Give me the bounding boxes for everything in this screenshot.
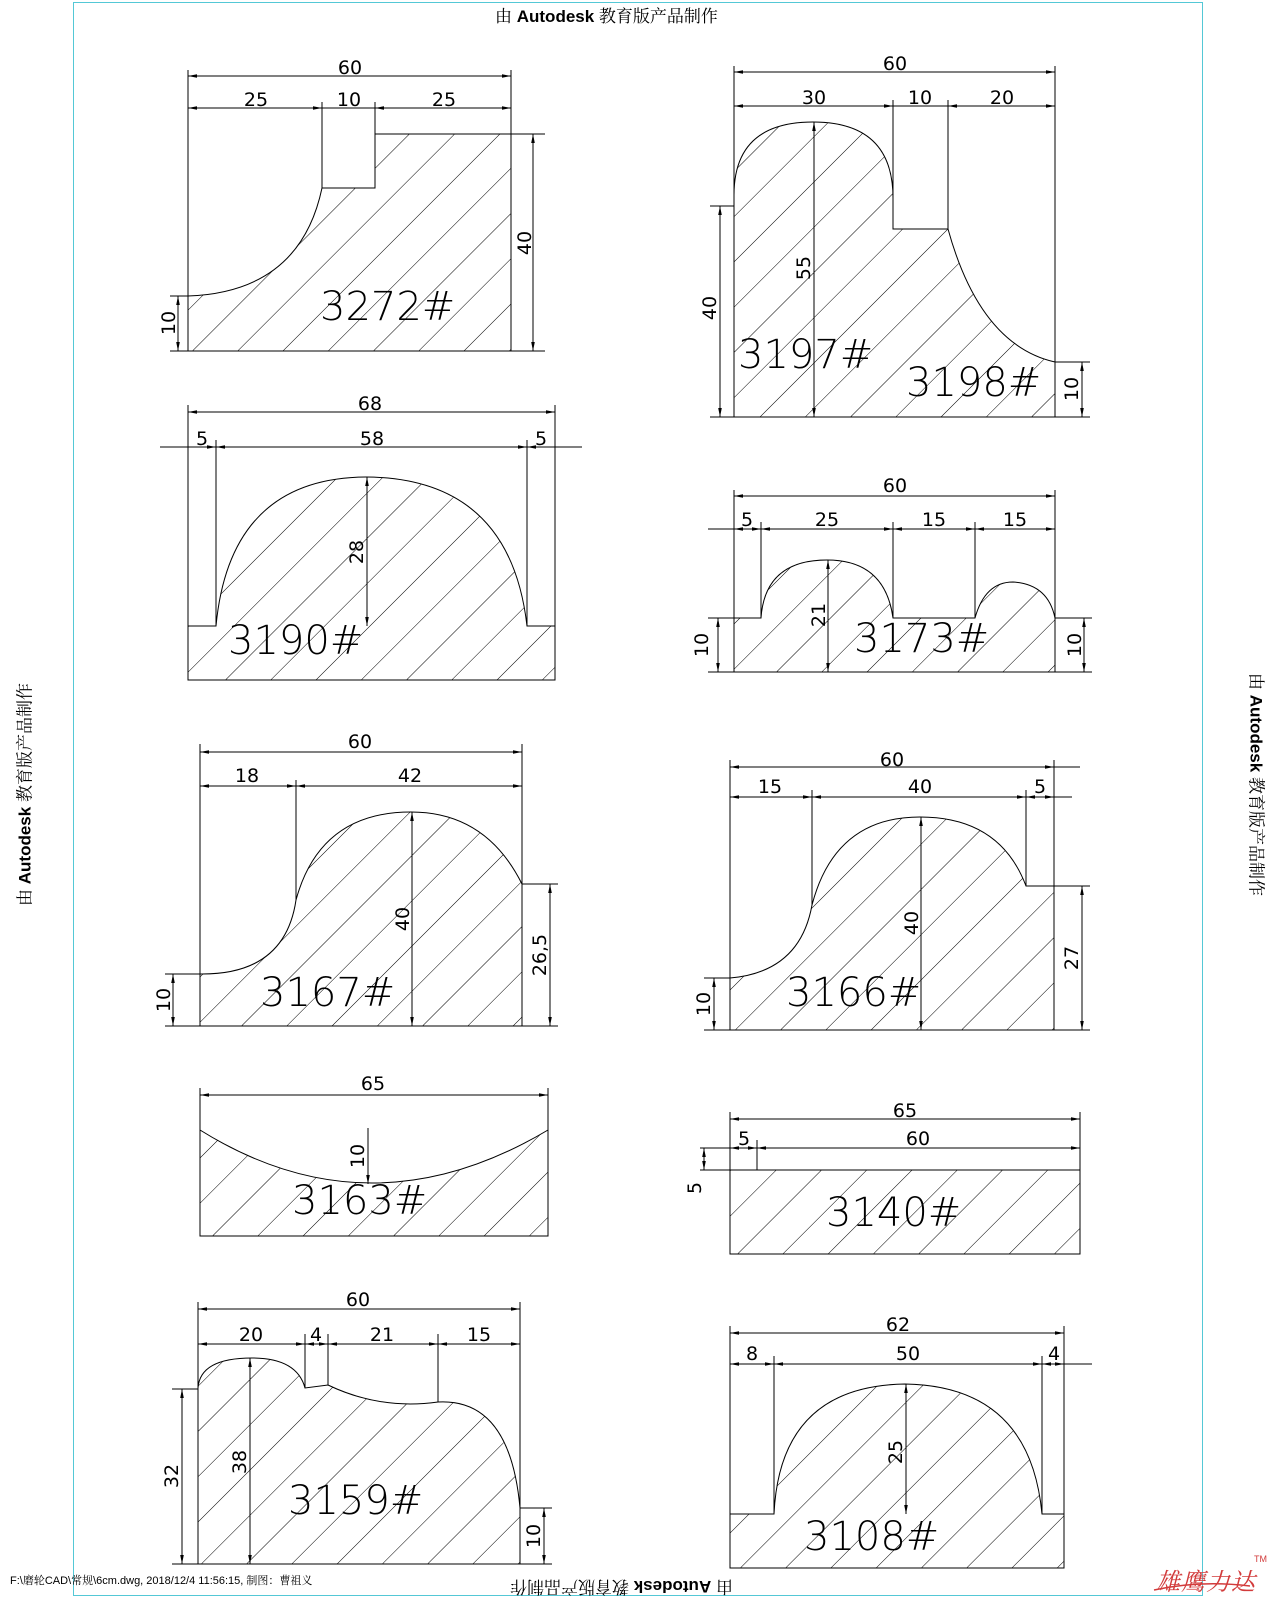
dim-3197-left-height: 40 bbox=[699, 295, 721, 321]
label-3173: 3173# bbox=[854, 616, 990, 662]
dim-3190-height: 28 bbox=[346, 539, 368, 565]
label-3197: 3197# bbox=[738, 332, 874, 378]
watermark-left: 由 Autodesk 教育版产品制作 bbox=[15, 683, 35, 906]
dim-3173-c: 15 bbox=[921, 509, 947, 531]
dim-3197-right: 20 bbox=[989, 87, 1015, 109]
dim-3272-left: 25 bbox=[243, 89, 269, 111]
watermark-top: 由 Autodesk 教育版产品制作 bbox=[495, 7, 718, 26]
dim-3167-left: 18 bbox=[234, 765, 260, 787]
dim-3167-right-height: 26,5 bbox=[529, 933, 551, 977]
dim-3173-d: 15 bbox=[1002, 509, 1028, 531]
dim-3272-notch: 10 bbox=[336, 89, 362, 111]
dim-3159-width: 60 bbox=[345, 1289, 371, 1311]
dim-3173-width: 60 bbox=[882, 475, 908, 497]
dim-3272-right: 25 bbox=[431, 89, 457, 111]
dim-3166-base: 10 bbox=[693, 991, 715, 1017]
dim-3140-height: 5 bbox=[684, 1181, 706, 1195]
dim-3190-left: 5 bbox=[195, 428, 209, 450]
dim-3159-d: 15 bbox=[466, 1324, 492, 1346]
dim-3140-left: 5 bbox=[737, 1128, 751, 1150]
dim-3159-c: 21 bbox=[369, 1324, 395, 1346]
label-3167: 3167# bbox=[260, 970, 396, 1016]
label-3190: 3190# bbox=[228, 618, 364, 664]
dim-3166-height: 40 bbox=[901, 910, 923, 936]
label-3159: 3159# bbox=[288, 1478, 424, 1524]
dim-3272-height: 40 bbox=[514, 230, 536, 256]
dim-3173-height: 21 bbox=[808, 602, 830, 628]
logo-tm: TM bbox=[1254, 1554, 1267, 1564]
dim-3173-base-right: 10 bbox=[1064, 632, 1086, 658]
dim-3140-width: 65 bbox=[892, 1100, 918, 1122]
watermark-bottom: 由 Autodesk 教育版产品制作 bbox=[510, 1577, 733, 1596]
logo-swoosh bbox=[1150, 1550, 1270, 1596]
dim-3159-base: 10 bbox=[523, 1523, 545, 1549]
label-3166: 3166# bbox=[786, 970, 922, 1016]
dim-3190-arc: 58 bbox=[359, 428, 385, 450]
dim-3272-width: 60 bbox=[337, 57, 363, 79]
dim-3108-width: 62 bbox=[885, 1314, 911, 1336]
label-3272: 3272# bbox=[320, 284, 456, 330]
dim-3166-left: 15 bbox=[757, 776, 783, 798]
logo-text: 雄鹰力达 bbox=[1156, 1568, 1256, 1596]
dim-3108-height: 25 bbox=[885, 1439, 907, 1465]
dim-3190-right: 5 bbox=[534, 428, 548, 450]
dim-3166-width: 60 bbox=[879, 749, 905, 771]
dim-3173-b: 25 bbox=[814, 509, 840, 531]
dim-3166-right: 5 bbox=[1033, 776, 1047, 798]
dim-3163-depth: 10 bbox=[347, 1143, 369, 1169]
label-3163: 3163# bbox=[292, 1178, 428, 1224]
dim-3166-arc: 40 bbox=[907, 776, 933, 798]
watermark-right: 由 Autodesk 教育版产品制作 bbox=[1246, 673, 1266, 896]
dim-3159-b: 4 bbox=[309, 1324, 323, 1346]
dim-3190-width: 68 bbox=[357, 393, 383, 415]
dim-3167-width: 60 bbox=[347, 731, 373, 753]
dim-3197-height: 55 bbox=[793, 255, 815, 281]
dim-3198-base: 10 bbox=[1061, 376, 1083, 402]
dim-3166-right-height: 27 bbox=[1061, 945, 1083, 971]
brand-logo bbox=[1150, 1550, 1270, 1596]
label-3140: 3140# bbox=[826, 1190, 962, 1236]
dim-3108-left: 8 bbox=[745, 1343, 759, 1365]
dim-3159-height: 38 bbox=[229, 1449, 251, 1475]
dim-3108-right: 4 bbox=[1047, 1343, 1061, 1365]
dim-3167-height: 40 bbox=[392, 906, 414, 932]
dim-3108-arc: 50 bbox=[895, 1343, 921, 1365]
dim-3197-notch: 10 bbox=[907, 87, 933, 109]
label-3198: 3198# bbox=[906, 360, 1042, 406]
dim-3167-base: 10 bbox=[153, 987, 175, 1013]
dim-3159-left-height: 32 bbox=[161, 1463, 183, 1489]
dim-3197-width: 60 bbox=[882, 53, 908, 75]
file-path-footer: F:\磨轮CAD\常规\6cm.dwg, 2018/12/4 11:56:15, 制图：曹祖义 bbox=[10, 1575, 313, 1587]
dim-3173-a: 5 bbox=[740, 509, 754, 531]
dim-3167-right: 42 bbox=[397, 765, 423, 787]
profile-3159 bbox=[172, 1302, 552, 1564]
dim-3159-a: 20 bbox=[238, 1324, 264, 1346]
dim-3272-base: 10 bbox=[158, 310, 180, 336]
dim-3197-left: 30 bbox=[801, 87, 827, 109]
label-3108: 3108# bbox=[804, 1514, 940, 1560]
dim-3140-right: 60 bbox=[905, 1128, 931, 1150]
dim-3163-width: 65 bbox=[360, 1073, 386, 1095]
dim-3173-base-left: 10 bbox=[691, 632, 713, 658]
